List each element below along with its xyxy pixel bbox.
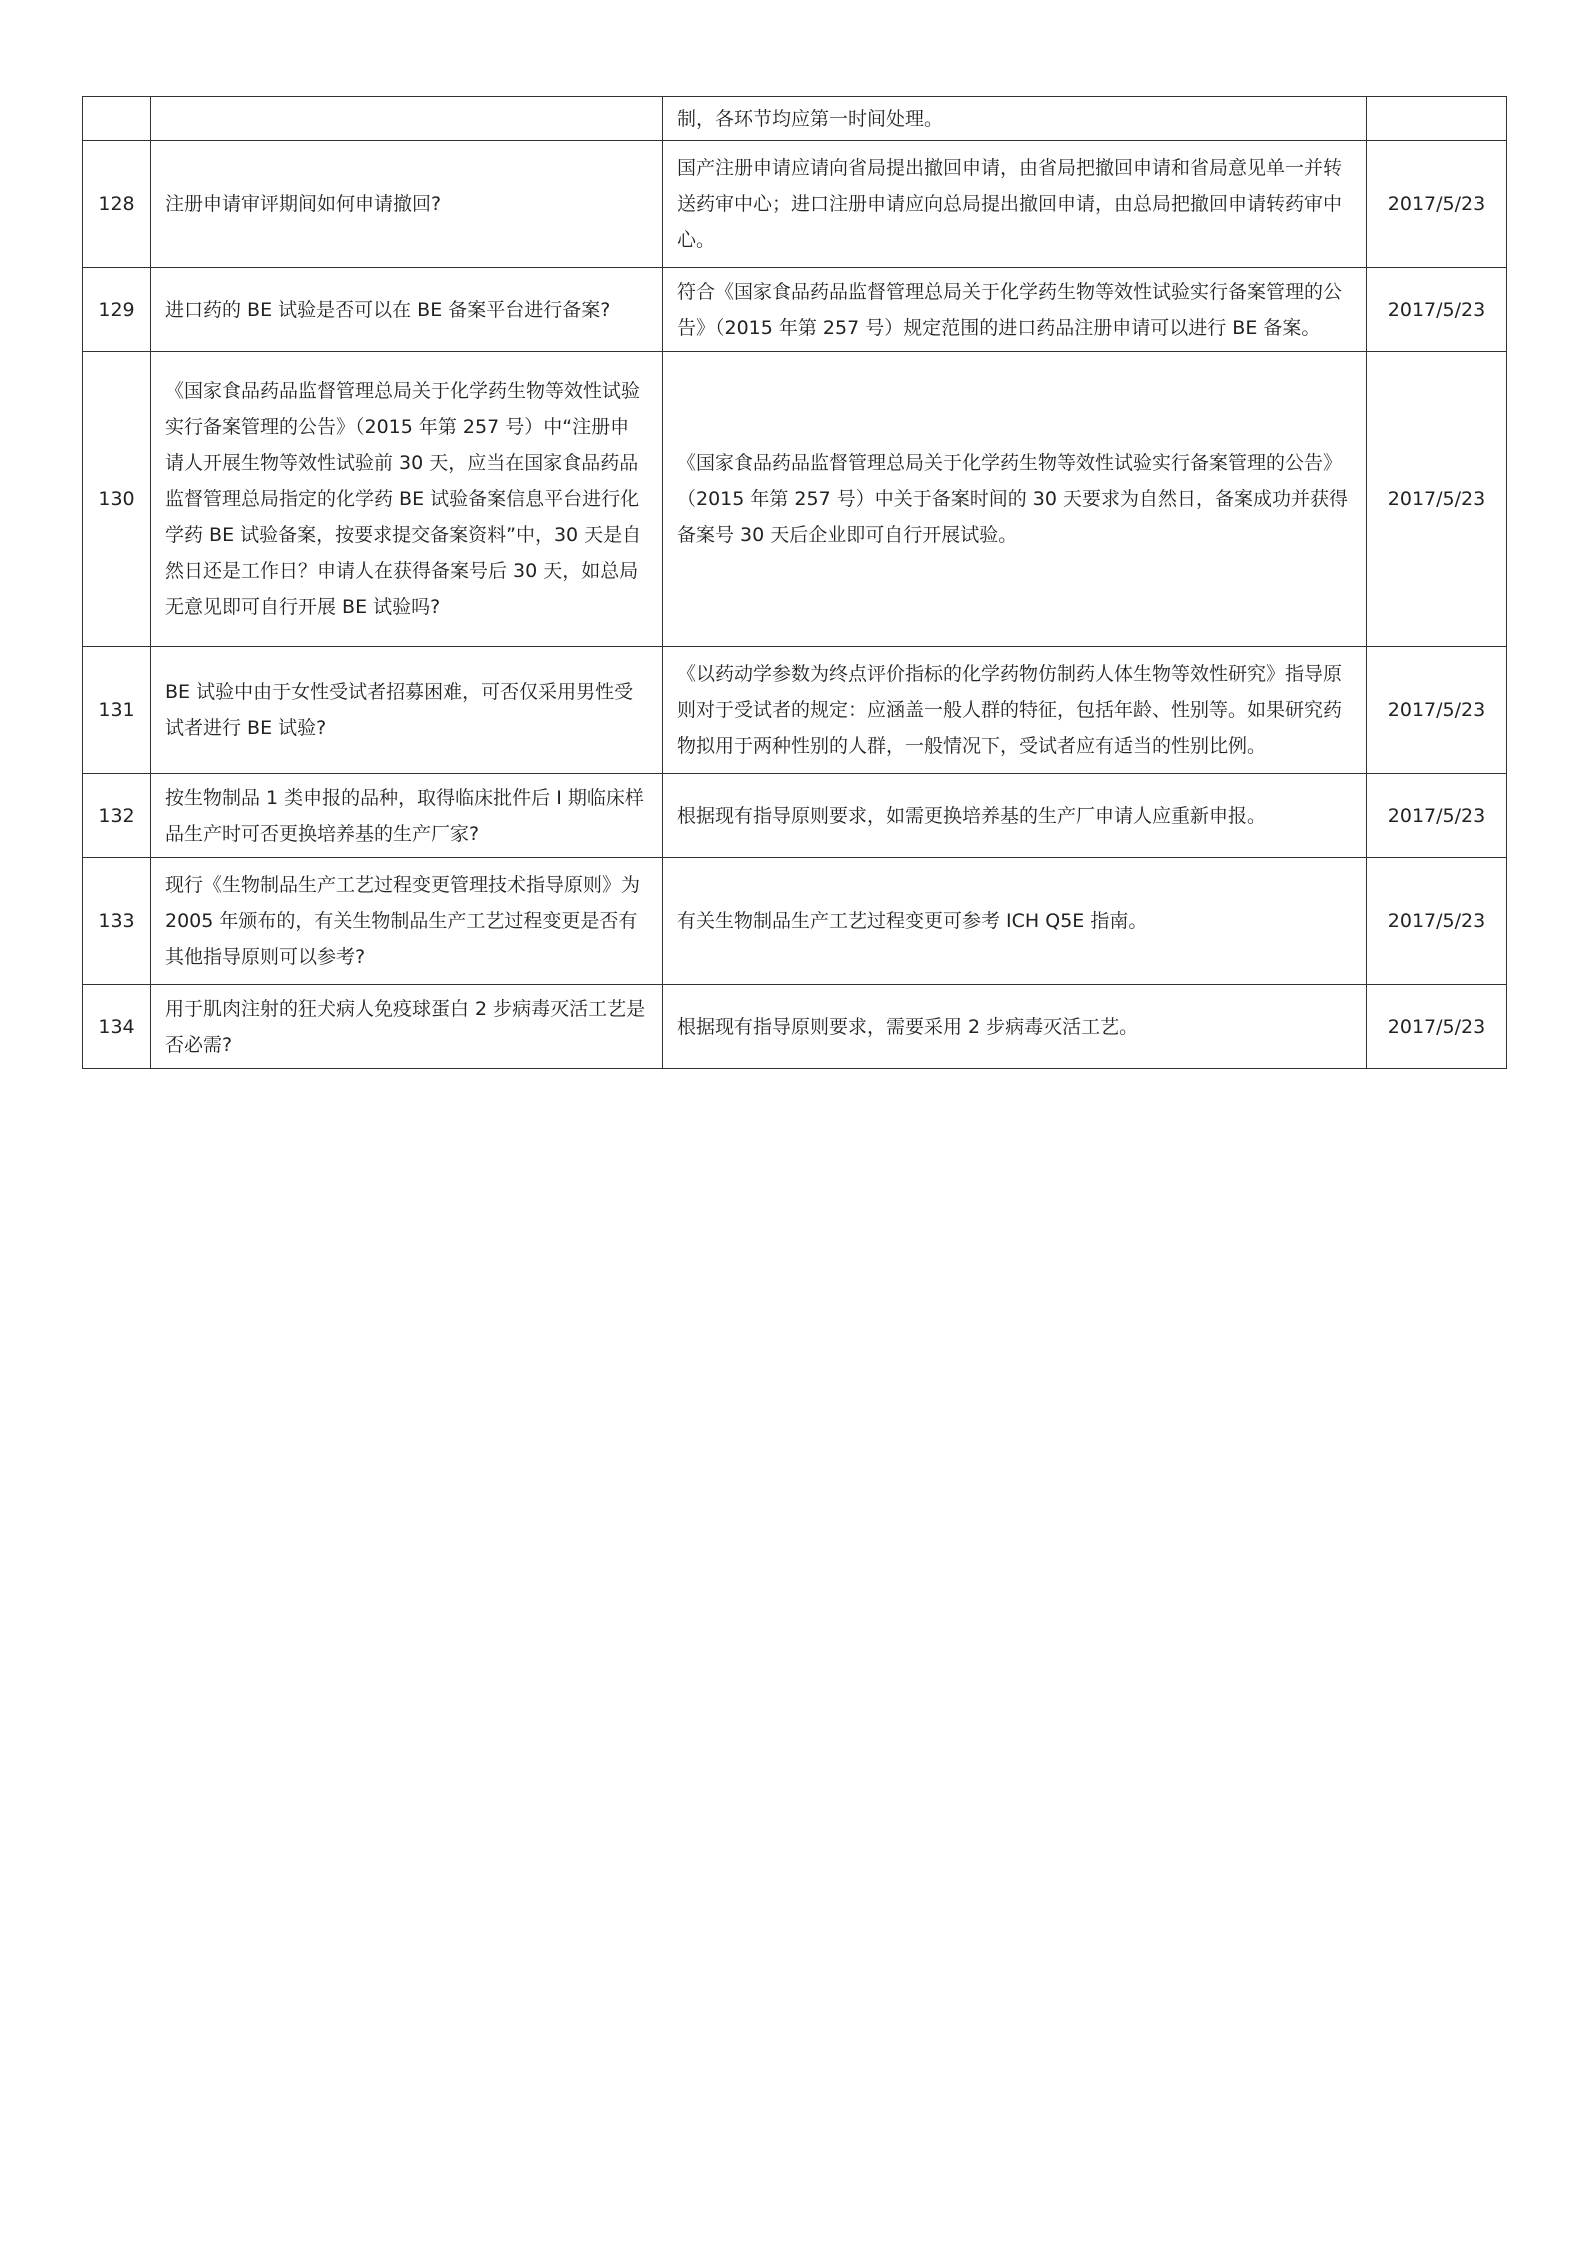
date-cell: 2017/5/23 [1367,774,1507,858]
answer-cell: 根据现有指导原则要求，如需更换培养基的生产厂申请人应重新申报。 [663,774,1367,858]
table-row [83,647,1507,774]
answer-cell: 根据现有指导原则要求，需要采用 2 步病毒灭活工艺。 [663,985,1367,1069]
faq-table-body [83,97,1507,1069]
answer-cell: 符合《国家食品药品监督管理总局关于化学药生物等效性试验实行备案管理的公告》（2015 年第 257 号）规定范围的进口药品注册申请可以进行 BE 备案。 [663,268,1367,352]
table-row [83,985,1507,1069]
question-cell [151,97,663,141]
faq-table [82,96,1507,1069]
question-cell: BE 试验中由于女性受试者招募困难，可否仅采用男性受试者进行 BE 试验? [151,647,663,774]
row-number: 128 [83,141,151,268]
answer-cell: 国产注册申请应请向省局提出撤回申请，由省局把撤回申请和省局意见单一并转送药审中心；进口注册申请应向总局提出撤回申请，由总局把撤回申请转药审中心。 [663,141,1367,268]
table-row [83,352,1507,647]
question-cell: 按生物制品 1 类申报的品种，取得临床批件后 I 期临床样品生产时可否更换培养基的生产厂家? [151,774,663,858]
row-number: 134 [83,985,151,1069]
row-number: 133 [83,858,151,985]
answer-cell: 制，各环节均应第一时间处理。 [663,97,1367,141]
question-cell: 《国家食品药品监督管理总局关于化学药生物等效性试验实行备案管理的公告》（2015 年第 257 号）中“注册申请人开展生物等效性试验前 30 天，应当在国家食品药品监督管理总局指定的化学药 BE 试验备案信息平台进行化学药 BE 试验备案，按要求提交备案资料”中，30 天是自然日还是工作日？申请人在获得备案号后 30 天，如总局无意见即可自行开展 BE 试验吗? [151,352,663,647]
question-cell: 注册申请审评期间如何申请撤回? [151,141,663,268]
date-cell: 2017/5/23 [1367,647,1507,774]
row-number: 129 [83,268,151,352]
question-cell: 进口药的 BE 试验是否可以在 BE 备案平台进行备案? [151,268,663,352]
answer-cell: 《国家食品药品监督管理总局关于化学药生物等效性试验实行备案管理的公告》（2015 年第 257 号）中关于备案时间的 30 天要求为自然日，备案成功并获得备案号 30 天后企业即可自行开展试验。 [663,352,1367,647]
table-row [83,141,1507,268]
date-cell: 2017/5/23 [1367,268,1507,352]
date-cell: 2017/5/23 [1367,985,1507,1069]
row-number: 132 [83,774,151,858]
row-number: 130 [83,352,151,647]
question-cell: 用于肌肉注射的狂犬病人免疫球蛋白 2 步病毒灭活工艺是否必需? [151,985,663,1069]
answer-cell: 有关生物制品生产工艺过程变更可参考 ICH Q5E 指南。 [663,858,1367,985]
question-cell: 现行《生物制品生产工艺过程变更管理技术指导原则》为 2005 年颁布的，有关生物制品生产工艺过程变更是否有其他指导原则可以参考? [151,858,663,985]
date-cell: 2017/5/23 [1367,352,1507,647]
table-row [83,774,1507,858]
answer-cell: 《以药动学参数为终点评价指标的化学药物仿制药人体生物等效性研究》指导原则对于受试者的规定：应涵盖一般人群的特征，包括年龄、性别等。如果研究药物拟用于两种性别的人群，一般情况下，受试者应有适当的性别比例。 [663,647,1367,774]
table-row [83,268,1507,352]
date-cell: 2017/5/23 [1367,141,1507,268]
date-cell: 2017/5/23 [1367,858,1507,985]
date-cell [1367,97,1507,141]
table-row [83,858,1507,985]
row-number: 131 [83,647,151,774]
row-number [83,97,151,141]
table-row [83,97,1507,141]
